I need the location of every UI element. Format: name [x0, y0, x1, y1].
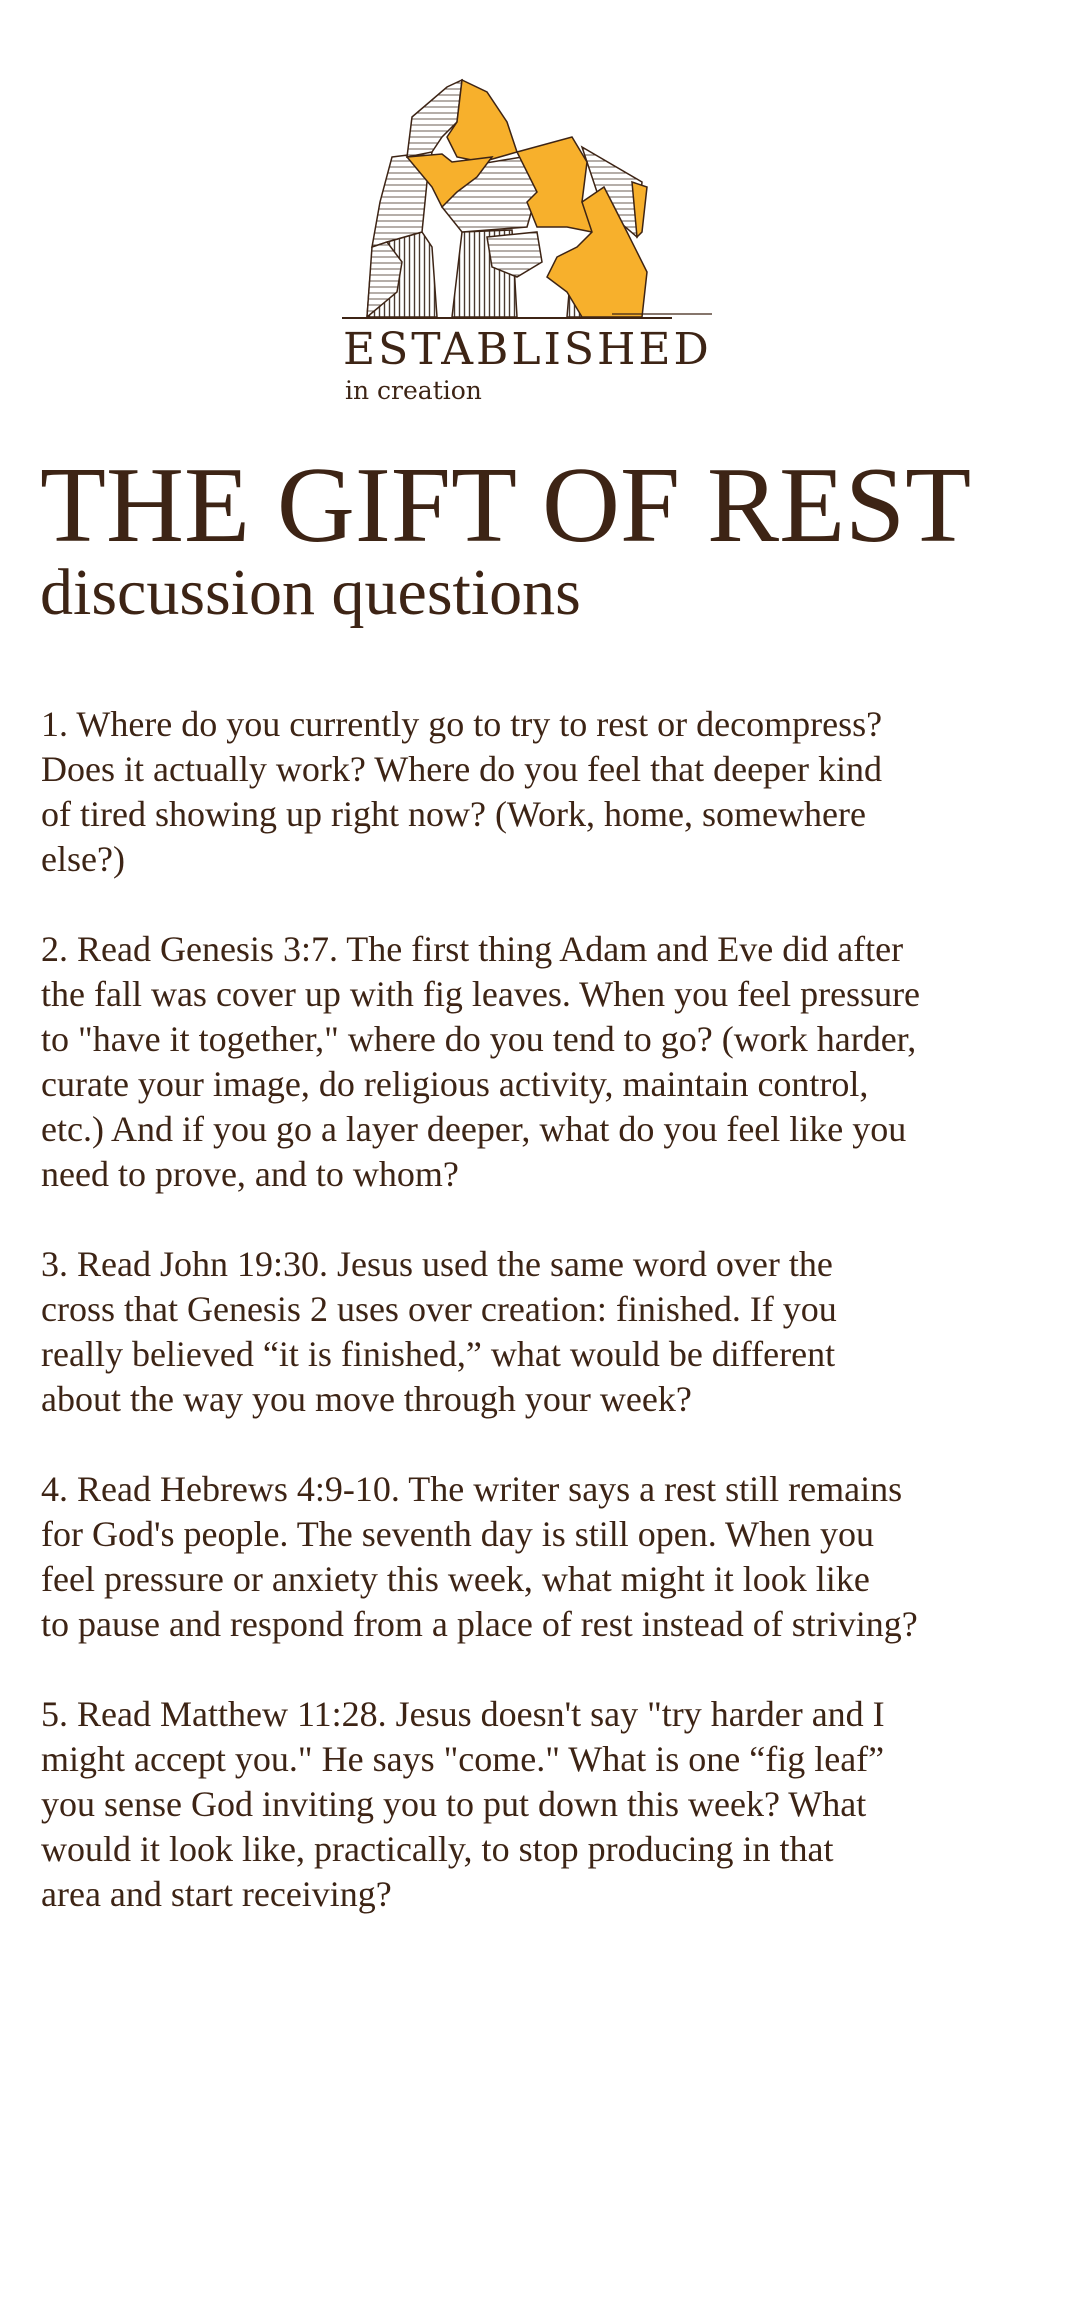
page-subtitle: discussion questions — [40, 556, 581, 629]
question-item-2: 2. Read Genesis 3:7. The first thing Adam and Eve did after the fall was cover up with fig leaves. When you feel pressure to "have it together," where do you tend to go? (work harder, curate your image, do religious activity, maintain control, etc.) And if you go a layer deeper, what do you feel like you need to prove, and to whom? — [41, 929, 921, 1194]
question-list — [41, 702, 1056, 1962]
question-item-3: 3. Read John 19:30. Jesus used the same word over the cross that Genesis 2 uses over creation: finished. If you really believed “it is finished,” what would be different about the way you move through your week? — [41, 1244, 837, 1419]
question-item-5: 5. Read Matthew 11:28. Jesus doesn't say "try harder and I might accept you." He says "come." What is one “fig leaf” you sense God inviting you to put down this week? What would it look like, practically, to stop producing in that area and start receiving? — [41, 1694, 885, 1914]
page-title: THE GIFT OF REST — [40, 446, 972, 565]
logo-mountain-rock-icon — [342, 62, 732, 322]
mountain-rock-icon — [342, 62, 732, 322]
question-item-1: 1. Where do you currently go to try to rest or decompress? Does it actually work? Where do you feel that deeper kind of tired showing up right now? (Work, home, somewhere else?) — [41, 704, 883, 879]
brand-name: ESTABLISHED — [343, 324, 712, 375]
brand-tagline: in creation — [345, 376, 482, 405]
question-item-4: 4. Read Hebrews 4:9-10. The writer says a rest still remains for God's people. The seventh day is still open. When you feel pressure or anxiety this week, what might it look like to pause and respond from a place of rest instead of striving? — [41, 1469, 918, 1644]
